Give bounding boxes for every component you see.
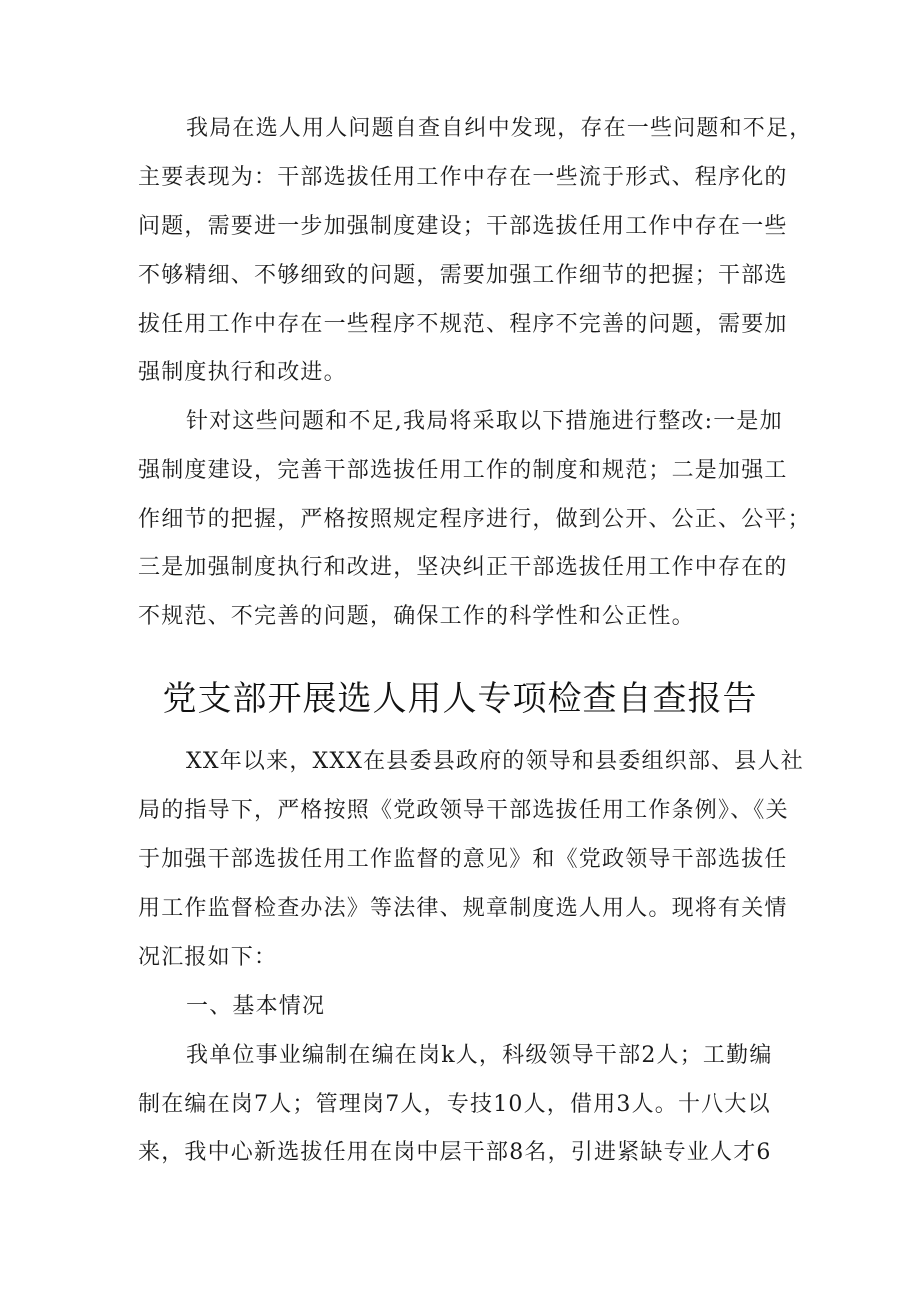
paragraph-line: 用工作监督检查办法》等法律、规章制度选人用人。现将有关情 bbox=[138, 896, 788, 921]
section-heading: 一、基本情况 bbox=[186, 994, 326, 1019]
paragraph-line: 来，我中心新选拔任用在岗中层干部8名，引进紧缺专业人才6 bbox=[138, 1140, 772, 1165]
report-title: 党支部开展选人用人专项检查自查报告 bbox=[162, 679, 758, 719]
paragraph-line: 于加强干部选拔任用工作监督的意见》和《党政领导干部选拔任 bbox=[138, 847, 788, 872]
paragraph-line: 作细节的把握，严格按照规定程序进行，做到公开、公正、公平； bbox=[138, 507, 811, 532]
paragraph-line: 三是加强制度执行和改进，坚决纠正干部选拔任用工作中存在的 bbox=[138, 555, 788, 580]
paragraph-line: 不够精细、不够细致的问题，需要加强工作细节的把握；干部选 bbox=[138, 263, 788, 288]
paragraph-line: XX年以来，XXX在县委县政府的领导和县委组织部、县人社 bbox=[186, 749, 804, 774]
paragraph-line: 拔任用工作中存在一些程序不规范、程序不完善的问题，需要加 bbox=[138, 312, 788, 337]
paragraph-line: 不规范、不完善的问题，确保工作的科学性和公正性。 bbox=[138, 604, 695, 629]
paragraph-line: 主要表现为：干部选拔任用工作中存在一些流于形式、程序化的 bbox=[138, 165, 788, 190]
paragraph-line: 强制度建设，完善干部选拔任用工作的制度和规范；二是加强工 bbox=[138, 458, 788, 483]
paragraph-line: 局的指导下，严格按照《党政领导干部选拔任用工作条例》、《关 bbox=[138, 798, 789, 823]
paragraph-line: 我单位事业编制在编在岗k人，科级领导干部2人；工勤编 bbox=[186, 1043, 773, 1068]
paragraph-line: 我局在选人用人问题自查自纠中发现，存在一些问题和不足， bbox=[186, 116, 813, 141]
paragraph-line: 况汇报如下： bbox=[138, 945, 278, 970]
paragraph-line: 针对这些问题和不足,我局将采取以下措施进行整改:一是加 bbox=[186, 409, 783, 434]
paragraph-line: 制在编在岗7人；管理岗7人，专技10人，借用3人。十八大以 bbox=[138, 1092, 771, 1117]
paragraph-line: 强制度执行和改进。 bbox=[138, 360, 347, 385]
paragraph-line: 问题，需要进一步加强制度建设；干部选拔任用工作中存在一些 bbox=[138, 214, 788, 239]
